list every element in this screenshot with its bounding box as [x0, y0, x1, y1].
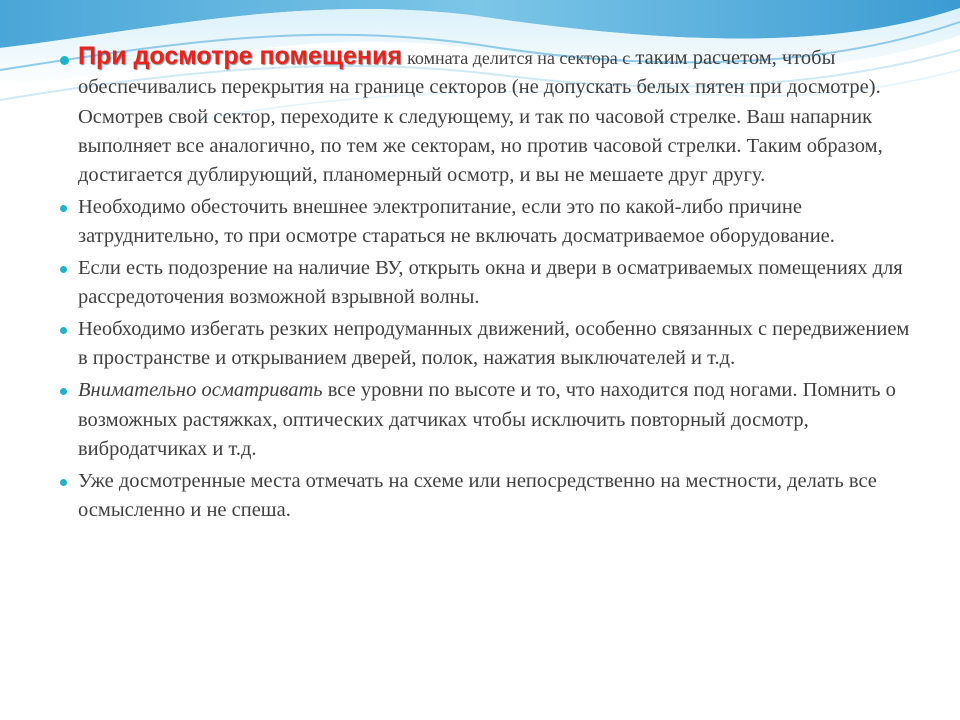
bullet-item-windows-doors: [60, 254, 910, 313]
bullet-item-movements: [60, 315, 910, 374]
slide-content: [60, 42, 910, 528]
bullet-item-power: [60, 193, 910, 252]
bullet-dot-icon: [60, 205, 67, 212]
bullet-text: Уже досмотренные места отмечать на схеме или непосредственно на местности, делать все осмысленно и не спеша.: [78, 469, 877, 521]
bullet-text: Необходимо обесточить внешнее электропитание, если это по какой-либо причине затруднительно, то при осмотре стараться не включать досматриваемое оборудование.: [78, 195, 835, 248]
bullet-dot-icon: [60, 266, 67, 273]
bullet-text: Если есть подозрение на наличие ВУ, открыть окна и двери в осматриваемых помещениях для рассредоточения возможной взрывной волны.: [78, 257, 903, 309]
bullet-item-room-sectors: [60, 42, 910, 190]
bullet-dot-icon: [60, 479, 67, 486]
bullet-text: Необходимо избегать резких непродуманных движений, особенно связанных с передвижением в пространстве и открыванием дверей, полок, нажатия выключателей и т.д.: [78, 318, 910, 370]
bullet-text: все уровни по высоте и то, что находится под ногами. Помнить о возможных растяжках, оптических датчиках чтобы исключить повторный досмотр, вибродатчиках и т.д.: [78, 379, 896, 460]
bullet-lead-rest: комната делится на сектора с: [407, 48, 631, 68]
bullet-dot-icon: [60, 56, 69, 65]
bullet-dot-icon: [60, 388, 67, 395]
bullet-text: таким расчетом, чтобы обеспечивались перекрытия на границе секторов (не допускать белых пятен при досмотре). Осмотрев свой сектор, переходите к следующему, и так по часовой стрелке. Ваш напарник выполняет все аналогично, по тем же секторам, но против часовой стрелки. Таким образом, достигается дублирующий, планомерный осмотр, и вы не мешаете друг другу.: [78, 47, 883, 187]
bullet-dot-icon: [60, 327, 67, 334]
bullet-item-inspect-levels: [60, 376, 910, 464]
bullet-item-mark-places: [60, 467, 910, 526]
bullet-lead-highlight: При досмотре помещения: [78, 42, 402, 70]
bullet-lead-italic: Внимательно осматривать: [78, 379, 323, 402]
bullet-list: [60, 42, 910, 525]
